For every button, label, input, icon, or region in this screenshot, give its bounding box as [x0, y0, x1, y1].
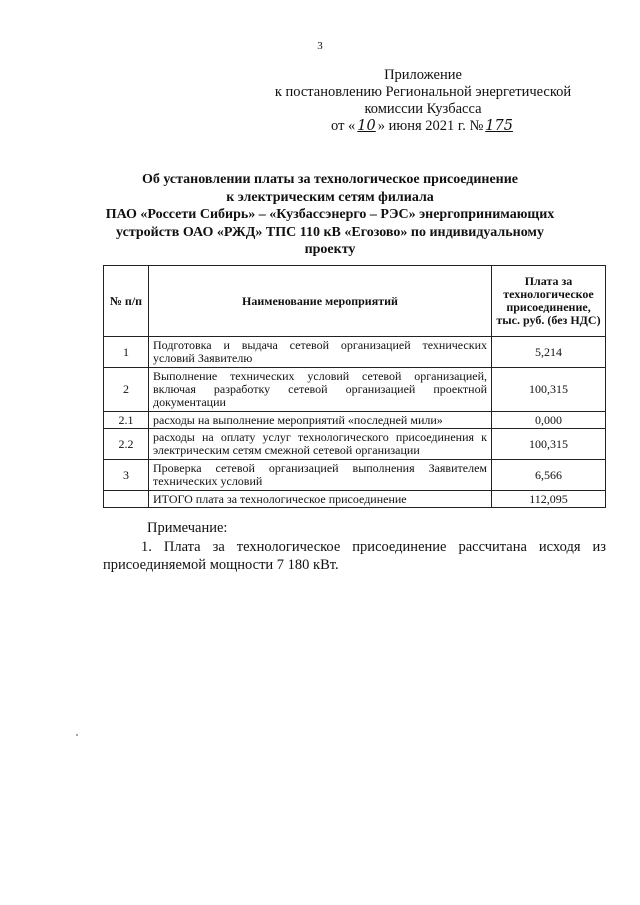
row-num: 2 — [104, 368, 149, 412]
appendix-line-3: комиссии Кузбасса — [364, 101, 482, 117]
title-line-2: к электрическим сетям филиала — [226, 189, 434, 205]
note-title: Примечание: — [147, 520, 228, 536]
row-num: 2.2 — [104, 429, 149, 460]
handwritten-number: 175 — [485, 118, 513, 134]
table-row — [104, 460, 606, 491]
fee-table — [103, 265, 606, 508]
total-name: ИТОГО плата за технологическое присоединение — [149, 491, 492, 508]
scan-speck — [76, 734, 78, 736]
table-row — [104, 429, 606, 460]
appendix-header — [258, 67, 588, 135]
table-row — [104, 337, 606, 368]
row-name: Подготовка и выдача сетевой организацией технических условий Заявителю — [149, 337, 492, 368]
row-fee: 100,315 — [492, 368, 606, 412]
date-prefix: от « — [331, 118, 356, 134]
date-mid: » июня 2021 г. № — [377, 118, 484, 134]
total-num — [104, 491, 149, 508]
page-number: 3 — [317, 40, 323, 52]
title-line-3: ПАО «Россети Сибирь» – «Кузбассэнерго – РЭС» энергопринимающих — [105, 207, 555, 222]
note-text: 1. Плата за технологическое присоединение рассчитана исходя из присоединяемой мощности 7 180 кВт. — [103, 539, 606, 573]
row-name: расходы на выполнение мероприятий «последней мили» — [149, 412, 492, 429]
handwritten-day: 10 — [357, 118, 376, 134]
table-total-row — [104, 491, 606, 508]
appendix-line-2: к постановлению Региональной энергетической — [274, 84, 572, 100]
table-row — [104, 368, 606, 412]
row-fee: 6,566 — [492, 460, 606, 491]
document-title — [60, 171, 600, 259]
row-name: расходы на оплату услуг технологического присоединения к электрическим сетям смежной сетевой организации — [149, 429, 492, 460]
header-name: Наименование мероприятий — [149, 266, 492, 337]
row-fee: 100,315 — [492, 429, 606, 460]
row-fee: 5,214 — [492, 337, 606, 368]
row-num: 1 — [104, 337, 149, 368]
header-num: № п/п — [104, 266, 149, 337]
title-line-1: Об установлении платы за технологическое присоединение — [141, 172, 519, 187]
row-name: Выполнение технических условий сетевой организацией, включая разработку сетевой организацией проектной документации — [149, 368, 492, 412]
table-row — [104, 412, 606, 429]
row-name: Проверка сетевой организацией выполнения Заявителем технических условий — [149, 460, 492, 491]
total-fee: 112,095 — [492, 491, 606, 508]
header-fee: Плата за технологическое присоединение, тыс. руб. (без НДС) — [492, 266, 606, 337]
appendix-line-1: Приложение — [384, 67, 462, 83]
row-fee: 0,000 — [492, 412, 606, 429]
row-num: 3 — [104, 460, 149, 491]
title-line-4: устройств ОАО «РЖД» ТПС 110 кВ «Егозово» по индивидуальному — [116, 224, 544, 240]
appendix-date-line — [258, 118, 588, 135]
table-header-row — [104, 266, 606, 337]
row-num: 2.1 — [104, 412, 149, 429]
title-line-5: проекту — [304, 242, 356, 257]
